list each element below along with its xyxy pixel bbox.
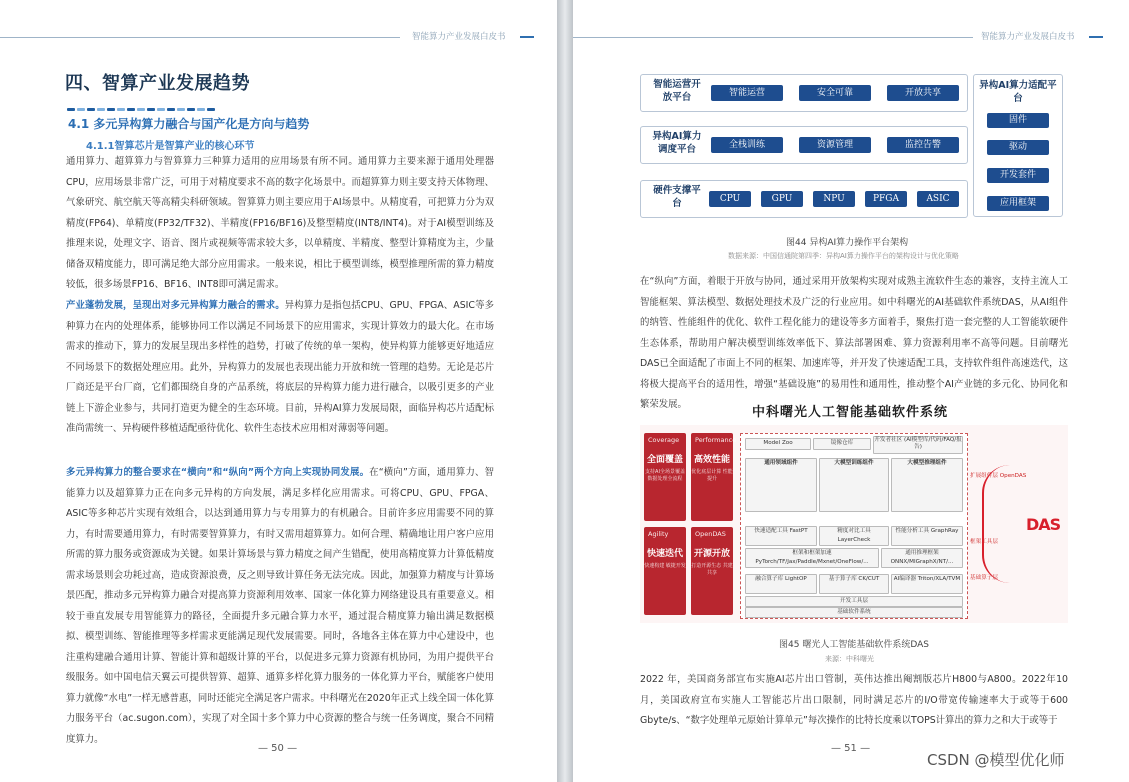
side-chip: 固件 <box>987 113 1049 128</box>
base-system-layer: 基础软件系统 <box>745 607 963 618</box>
diagram-chip: NPU <box>813 191 855 207</box>
diagram-chip: 资源管理 <box>799 137 871 153</box>
side-chip: 驱动 <box>987 140 1049 155</box>
layer-label-base: 基础算子层 <box>970 575 998 581</box>
paragraph-3-body: 在“横向”方面，通用算力、智能算力以及超算算力正在向多元异构的方向发展，满足多样化应用需求。可将CPU、GPU、FPGA、ASIC等多种芯片实现有效组合，以达到通用算力与专用算力的有机融合。目前许多应用需要不同的算力，有时需要通用算力，有时需要智算算力，有时又需用超算算力。如何合理、精确地让用户客户应用所需的算力服务或资源成为关键。如果计算场景与算力精度之间产生错配，使用高精度算力计算低精度需求场景则会功耗过高，造成资源浪费，反之则导致计算任务无法完成。因此，加强算力精度与计算场景匹配，推动多元异构算力融合对提高算力资源利用效率、国家一体化算力网络建设具有重要意义。相较于垂直发展专用智能算力的路径，全面提升多元融合算力水平，通过混合精度算力输出满足数据模拟、模型训练、智能推理等多样需求更能满足现代发展需要。同时，各地各主体在算力中心建设中，也注重构建融合通用计算、智能计算和超级计算的平台，以促进多元算力资源有机协同，为用户提供平台级服务。如中国电信天翼云可提供智算、超算、通算多样化算力服务的一体化算力平台，赋能客户使用算力就像“水电”一样无感普惠，同时还能完全满足客户需求。中科曙光在2020年正式上线全国一体化算力服务平台（ac.sugon.com），实现了对全国十多个算力中心资源的整合与统一任务调度，聚合不同精度算力。 <box>66 467 495 745</box>
figure-44-source: 数据来源：中国信通院第四季：异构AI算力操作平台的架构设计与优化策略 <box>728 252 959 260</box>
diagram-row-hardware <box>640 180 968 218</box>
feature-tile <box>691 527 733 615</box>
tile-desc: 快速构建 敏捷开发 <box>644 563 686 569</box>
row-label: 硬件支撑平台 <box>653 185 701 209</box>
das-brace <box>982 465 1010 583</box>
paragraph-2-lead: 产业蓬勃发展，呈现出对多元异构算力融合的需求。 <box>66 300 285 311</box>
lightop-box: 融合算子库 LightOP <box>745 574 817 594</box>
framework-box: 框架和框架加速 PyTorch/TF/Jax/Paddle/Mxnet/OneFlow/... <box>745 548 879 568</box>
graphray-box: 性能分析工具 GraphRay <box>891 526 963 546</box>
layer-label-framework: 框架工具层 <box>970 539 998 545</box>
fastpt-box: 快速适配工具 FastPT <box>745 526 817 546</box>
diagram-chip: PFGA <box>865 191 907 207</box>
diagram-chip: 监控告警 <box>887 137 959 153</box>
devkit-box: 开发者社区 (AI模型库/代码/FAQ/报告) <box>873 436 963 454</box>
right-paragraph-2: 2022 年，美国商务部宣布实施AI芯片出口管制，英伟达推出阉割版芯片H800与A800。2022年10月，美国政府宣布实施人工智能芯片出口限制，同时满足芯片的I/O带宽传输速率大于或等于600 Gbyte/s、“数字处理单元原始计算单元”每次操作的比特长度乘以TOPS计算出的算力之和大于或等于 <box>640 674 1068 726</box>
page-gutter <box>557 0 573 782</box>
header-accent <box>520 36 534 38</box>
diagram-chip: GPU <box>761 191 803 207</box>
general-components-box: 通用领域组件 <box>745 458 817 512</box>
layercheck-box: 精度对比工具 LayerCheck <box>819 526 889 546</box>
diagram-chip: 安全可靠 <box>799 85 871 101</box>
layer-label-extension: 扩展组件层 OpenDAS <box>970 473 1027 479</box>
tile-desc: 打造开源生态 共建共享 <box>691 563 733 576</box>
feature-tile <box>691 433 737 521</box>
left-page <box>0 0 557 782</box>
header-accent <box>1089 36 1103 38</box>
feature-tile <box>644 527 686 615</box>
inference-framework-box: 通用推理框架 ONNX/MIGraphX/NT/... <box>881 548 963 568</box>
right-page <box>573 0 1129 782</box>
chapter-title-decoration <box>67 96 227 101</box>
diagram-row-scheduling <box>640 126 968 164</box>
ckcut-box: 基于算子库 CK/CUT <box>819 574 889 594</box>
section-heading: 4.1 多元异构算力融合与国产化是方向与趋势 <box>68 117 310 131</box>
training-components-box: 大模型训练组件 <box>819 458 889 512</box>
page-number-left: — 50 — <box>258 743 298 754</box>
figure-44-caption: 图44 异构AI算力操作平台架构 <box>786 238 909 248</box>
diagram-chip: 开放共享 <box>887 85 959 101</box>
subsection-heading: 4.1.1智算芯片是智算产业的核心环节 <box>86 141 255 152</box>
tile-zh: 全面覆盖 <box>646 455 683 465</box>
figure-45-source: 来源：中科曙光 <box>825 655 874 663</box>
feature-tile <box>644 433 686 521</box>
tile-en: OpenDAS <box>695 530 726 538</box>
tile-desc: 优化底层计算 性能提升 <box>691 469 733 482</box>
tile-desc: 支持AI全场景覆盖 数据处理全流程 <box>645 469 685 482</box>
right-paragraph-1: 在“纵向”方面，着眼于开放与协同，通过采用开放架构实现对成熟主流软件生态的兼容，支持主流人工智能框架、算法模型、数据处理技术及广泛的行业应用。如中科曙光的AI基础软件系统DAS，从AI组件的纳管、性能组件的优化、软件工程化能力的建设等多方面着手，聚焦打造一套完整的人工智能软硬件生态体系，帮助用户解决模型训练效率低下、算法部署困难、算力资源利用率不高等问题。目前曙光DAS已全面适配了市面上不同的框架、加速库等，并开发了快速适配工具，支持软件组件高速迭代，这将极大提高平台的适用性，增强“基础设施”的易用性和通用性，推动整个AI产业链的多元化、协同化和繁荣发展。 <box>640 276 1068 410</box>
diagram-chip: CPU <box>709 191 751 207</box>
diagram-row-ops <box>640 74 968 112</box>
csdn-watermark: CSDN @模型优化师 <box>927 751 1065 769</box>
figure-45-caption: 图45 曙光人工智能基础软件系统DAS <box>779 640 929 650</box>
side-label: 异构AI算力适配平台 <box>979 80 1057 104</box>
header-title: 智能算力产业发展白皮书 <box>412 32 506 42</box>
tile-en: Coverage <box>648 436 680 444</box>
das-logo: DAS <box>1026 515 1061 534</box>
paragraph-2 <box>66 296 494 440</box>
mirror-box: 镜像仓库 <box>813 438 871 450</box>
diagram-chip: 全栈训练 <box>711 137 783 153</box>
compiler-box: AI编译器 Triton/XLA/TVM <box>891 574 963 594</box>
row-label: 智能运营开放平台 <box>653 79 701 103</box>
side-chip: 开发套件 <box>987 168 1049 183</box>
paragraph-3-lead: 多元异构算力的整合要求在“横向”和“纵向”两个方向上实现协同发展。 <box>66 467 370 478</box>
das-figure <box>640 425 1068 623</box>
inference-components-box: 大模型推理组件 <box>891 458 963 512</box>
side-chip: 应用框架 <box>987 196 1049 211</box>
architecture-diagram <box>640 74 1060 224</box>
paragraph-3 <box>66 463 494 750</box>
tile-en: Performance <box>695 436 737 444</box>
header-rule <box>0 37 400 38</box>
diagram-chip: ASIC <box>917 191 959 207</box>
diagram-side-column <box>973 74 1063 217</box>
paragraph-2-body: 异构算力是指包括CPU、GPU、FPGA、ASIC等多种算力在内的处理体系，能够协同工作以满足不同场景下的应用需求，实现计算效力的最大化。在市场需求的推动下，算力的发展呈现出多样性的趋势，打破了传统的单一架构，使异构算力能够更好地适应不同场景下的数据处理应用。此外，异构算力的发展也表现出能力开放和统一管理的趋势。无论是芯片厂商还是平台厂商，它们都围绕自身的产品系统，将底层的异构算力能力进行融合，以吸引更多的产业链上下游企业参与，共同打造更为健全的生态环境。目前，异构AI算力发展局限，面临异构芯片适配标准尚需统一、异构硬件移植适配亟待优化、软件生态技术应用相对薄弱等问题。 <box>66 300 494 434</box>
model-zoo-box: Model Zoo <box>745 438 811 450</box>
dev-tools-layer: 开发工具层 <box>745 596 963 607</box>
page-number-right: — 51 — <box>831 743 871 754</box>
tile-zh: 开源开放 <box>693 549 730 559</box>
header-title: 智能算力产业发展白皮书 <box>981 32 1075 42</box>
chapter-title: 四、智算产业发展趋势 <box>65 73 250 94</box>
paragraph-1: 通用算力、超算算力与智算算力三种算力适用的应用场景有所不同。通用算力主要来源于通用处理器CPU，应用场景非常广泛，可用于对精度要求不高的数字化场景中。而超算算力则主要支持天体物理、气象研究、航空航天等高精尖科研领域。智算算力则主要应用于AI场景中。从精度看，可把算力分为双精度(FP64)、单精度(FP32/TF32)、半精度(FP16/BF16)及整型精度(INT8/INT4)。对于AI模型训练及推理来说，处理文字、语音、图片或视频等需求较大多，以单精度、半精度、整型计算精度为主，少量储备双精度能力，即可满足绝大部分应用需求。一般来说，相比于模型训练，模型推理所需的算力精度较低，很多场景FP16、BF16、INT8即可满足需求。 <box>66 156 494 290</box>
diagram-chip: 智能运营 <box>711 85 783 101</box>
das-architecture-panel <box>740 433 968 619</box>
das-figure-title: 中科曙光人工智能基础软件系统 <box>752 405 949 420</box>
tile-zh: 高效性能 <box>693 455 730 465</box>
tile-en: Agility <box>648 530 669 538</box>
row-label: 异构AI算力调度平台 <box>652 131 702 155</box>
tile-zh: 快速迭代 <box>646 549 683 559</box>
header-rule <box>573 37 973 38</box>
